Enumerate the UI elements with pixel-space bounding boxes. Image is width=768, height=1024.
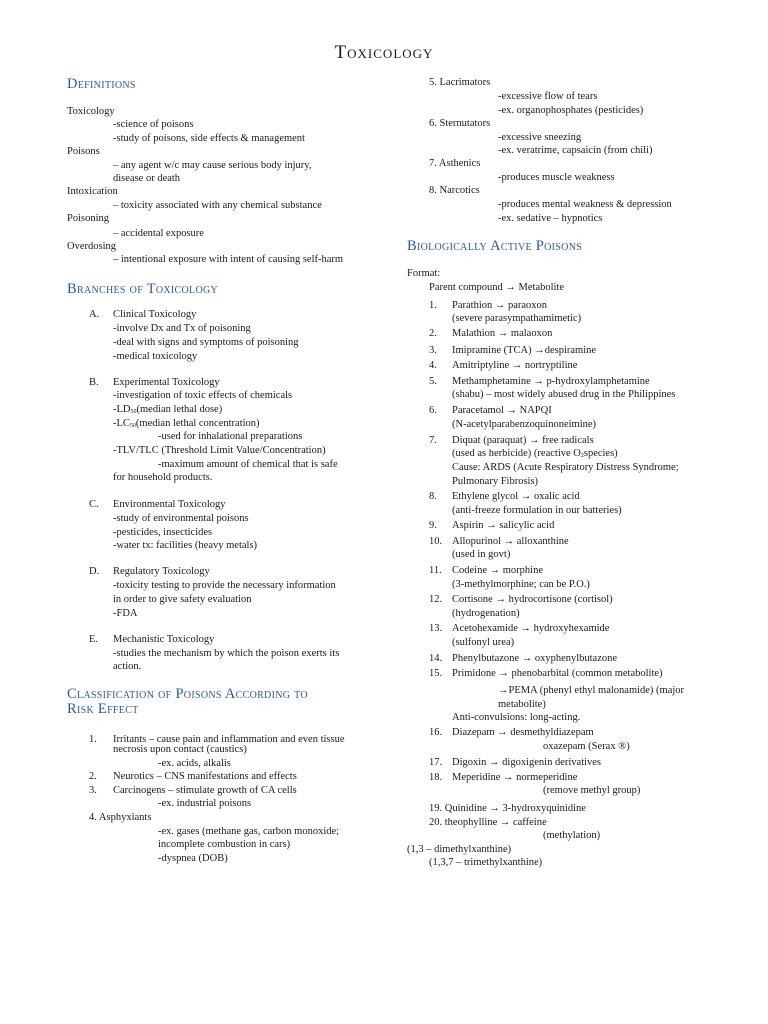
bio-line: (N-acetylparabenzoquinoneimine) [452, 419, 597, 430]
bio-num: 7. [429, 435, 437, 446]
bio-tail-line: 19. Quinidine → 3-hydroxyquinidine [429, 803, 586, 814]
bio-line: Malathion → malaoxon [452, 328, 553, 339]
branch-line: -investigation of toxic effects of chemicals [113, 390, 293, 401]
risk-line: -ex. sedative – hypnotics [498, 213, 603, 224]
bio-num: 16. [429, 727, 443, 738]
bio-line: Acetohexamide → hydroxyhexamide [452, 623, 610, 634]
branch-letter: B. [89, 377, 99, 388]
risk-line: -excessive sneezing [498, 132, 582, 143]
bio-num: 11. [429, 565, 442, 576]
branch-line-ld50: $-LD_{50}(median$ lethal dose) [113, 404, 223, 415]
def-line: – accidental exposure [113, 228, 204, 239]
bio-line: (remove methyl group) [543, 785, 641, 796]
branch-line: -pesticides, insecticides [113, 527, 213, 538]
risk-line: -excessive flow of tears [498, 91, 598, 102]
classification-heading: Classification of Poisons According to [67, 686, 308, 702]
bio-tail-line: (methylation) [543, 830, 601, 841]
risk-line: -ex. veratrime, capsaicin (from chili) [498, 145, 653, 156]
bio-line: Methamphetamine → p-hydroxylamphetamine [452, 376, 650, 387]
page-title: Toxicology [334, 42, 434, 63]
branch-line: -involve Dx and Tx of poisoning [113, 323, 251, 334]
bio-line: →PEMA (phenyl ethyl malonamide) (major [498, 685, 685, 696]
bio-num: 17. [429, 757, 443, 768]
bio-line: metabolite) [498, 699, 546, 710]
def-line: – intentional exposure with intent of causing self-harm [113, 254, 344, 265]
bio-line: (used in govt) [452, 549, 511, 560]
bio-line: (severe parasympathamimetic) [452, 313, 582, 324]
branch-line: -TLV/TLC (Threshold Limit Value/Concentration) [113, 445, 326, 456]
def-term: Overdosing [67, 241, 116, 252]
bio-line-o2: (used as herbicide) (reactive $O_2species$) [452, 448, 618, 459]
branch-letter: E. [89, 634, 99, 645]
risk-line: -produces mental weakness & depression [498, 199, 672, 210]
bio-line: Paracetamol → NAPQI [452, 405, 552, 416]
bio-num: 13. [429, 623, 443, 634]
bio-num: 12. [429, 594, 443, 605]
branch-title: Regulatory Toxicology [113, 566, 210, 577]
class-line: Irritants – cause pain and inflammation and even tissue [113, 734, 345, 745]
risk-item: 7. Asthenics [429, 158, 481, 169]
bio-line: Codeine → morphine [452, 565, 543, 576]
bio-num: 15. [429, 668, 443, 679]
branch-line: -medical toxicology [113, 351, 198, 362]
branch-line: -studies the mechanism by which the poison exerts its [113, 648, 340, 659]
bio-line: Parathion → paraoxon [452, 300, 548, 311]
bio-line: Imipramine (TCA) →despiramine [452, 345, 597, 356]
branch-line: -water tx: facilities (heavy metals) [113, 540, 258, 551]
class-line: necrosis upon contact (caustics) [113, 744, 247, 755]
class-num: 2. [89, 771, 97, 782]
class-line: incomplete combustion in cars) [158, 839, 291, 850]
risk-line: -ex. organophosphates (pesticides) [498, 105, 644, 116]
class-line: -dyspnea (DOB) [158, 853, 228, 864]
risk-line: -produces muscle weakness [498, 172, 615, 183]
bio-num: 6. [429, 405, 437, 416]
class-num: 1. [89, 734, 97, 745]
classification-heading-2: Risk Effect [67, 701, 139, 717]
bio-num: 1. [429, 300, 437, 311]
bio-num: 18. [429, 772, 443, 783]
branch-letter: C. [89, 499, 99, 510]
class-line: Carcinogens – stimulate growth of CA cells [113, 785, 297, 796]
bio-line: Anti-convulsions: long-acting. [452, 712, 581, 723]
bio-line: Ethylene glycol → oxalic acid [452, 491, 580, 502]
branch-title: Clinical Toxicology [113, 309, 197, 320]
branch-title: Environmental Toxicology [113, 499, 226, 510]
bio-num: 3. [429, 345, 437, 356]
branch-title: Mechanistic Toxicology [113, 634, 215, 645]
def-line: – any agent w/c may cause serious body injury, [113, 160, 312, 171]
bio-line: Phenylbutazone → oxyphenylbutazone [452, 653, 618, 664]
bio-line: Cause: ARDS (Acute Respiratory Distress Syndrome; [452, 462, 679, 473]
bio-num: 4. [429, 360, 437, 371]
definitions-heading: Definitions [67, 76, 136, 92]
bio-num: 9. [429, 520, 437, 531]
bio-line: Meperidine → normeperidine [452, 772, 578, 783]
branch-line: -maximum amount of chemical that is safe [158, 459, 338, 470]
def-line: – toxicity associated with any chemical substance [113, 200, 322, 211]
bio-num: 14. [429, 653, 443, 664]
branch-letter: D. [89, 566, 100, 577]
def-term: Poisoning [67, 213, 110, 224]
def-term: Poisons [67, 146, 100, 157]
bio-line: oxazepam (Serax ®) [543, 741, 630, 752]
def-line: -study of poisons, side effects & management [113, 133, 305, 144]
class-line: Neurotics – CNS manifestations and effects [113, 771, 297, 782]
class-num: 3. [89, 785, 97, 796]
class-line: -ex. gases (methane gas, carbon monoxide; [158, 826, 340, 837]
class-line: 4. Asphyxiants [89, 812, 152, 823]
bio-num: 5. [429, 376, 437, 387]
bio-line: Amitriptyline → nortryptiline [452, 360, 578, 371]
bio-line: Digoxin → digoxigenin derivatives [452, 757, 602, 768]
branch-title: Experimental Toxicology [113, 377, 220, 388]
def-line: -science of poisons [113, 119, 194, 130]
class-line: -ex. acids, alkalis [158, 758, 231, 769]
bio-line: (3-methylmorphine; can be P.O.) [452, 579, 590, 590]
bio-heading: Biologically Active Poisons [407, 238, 583, 254]
format-label: Format: [407, 268, 441, 279]
branch-letter: A. [89, 309, 100, 320]
bio-line: Primidone → phenobarbital (common metabolite) [452, 668, 663, 679]
bio-line: (anti-freeze formulation in our batteries) [452, 505, 622, 516]
branch-line-lc50: $-LC_{50}(median$ lethal concentration) [113, 418, 260, 429]
bio-line: (shabu) – most widely abused drug in the Philippines [452, 389, 676, 400]
risk-item: 8. Narcotics [429, 185, 480, 196]
bio-tail-line: (1,3 – dimethylxanthine) [407, 844, 512, 855]
class-line: -ex. industrial poisons [158, 798, 252, 809]
bio-line: Allopurinol → alloxanthine [452, 536, 569, 547]
bio-line: Diazepam → desmethyldiazepam [452, 727, 594, 738]
def-term: Intoxication [67, 186, 118, 197]
bio-tail-line: (1,3,7 – trimethylxanthine) [429, 857, 543, 868]
bio-line: Diquat (paraquat) → free radicals [452, 435, 594, 446]
bio-num: 8. [429, 491, 437, 502]
def-term: Toxicology [67, 106, 115, 117]
bio-line: Aspirin → salicylic acid [452, 520, 555, 531]
branch-line: -FDA [113, 608, 138, 619]
risk-item: 5. Lacrimators [429, 77, 491, 88]
def-line: disease or death [113, 173, 181, 184]
branch-line: -used for inhalational preparations [158, 431, 303, 442]
bio-line: Cortisone → hydrocortisone (cortisol) [452, 594, 613, 605]
bio-num: 2. [429, 328, 437, 339]
bio-line: (hydrogenation) [452, 608, 520, 619]
branch-line: -deal with signs and symptoms of poisoning [113, 337, 299, 348]
branch-line: in order to give safety evaluation [113, 594, 252, 605]
bio-line: (sulfonyl urea) [452, 637, 515, 648]
branch-line: -study of environmental poisons [113, 513, 249, 524]
branches-heading: Branches of Toxicology [67, 281, 219, 297]
bio-num: 10. [429, 536, 443, 547]
branch-line: -toxicity testing to provide the necessary information [113, 580, 336, 591]
branch-line: for household products. [113, 472, 213, 483]
risk-item: 6. Sternutators [429, 118, 491, 129]
bio-tail-line: 20. theophylline → caffeine [429, 817, 547, 828]
branch-line: action. [113, 661, 142, 672]
bio-line: Pulmonary Fibrosis) [452, 476, 539, 487]
format-line: Parent compound → Metabolite [429, 282, 565, 293]
